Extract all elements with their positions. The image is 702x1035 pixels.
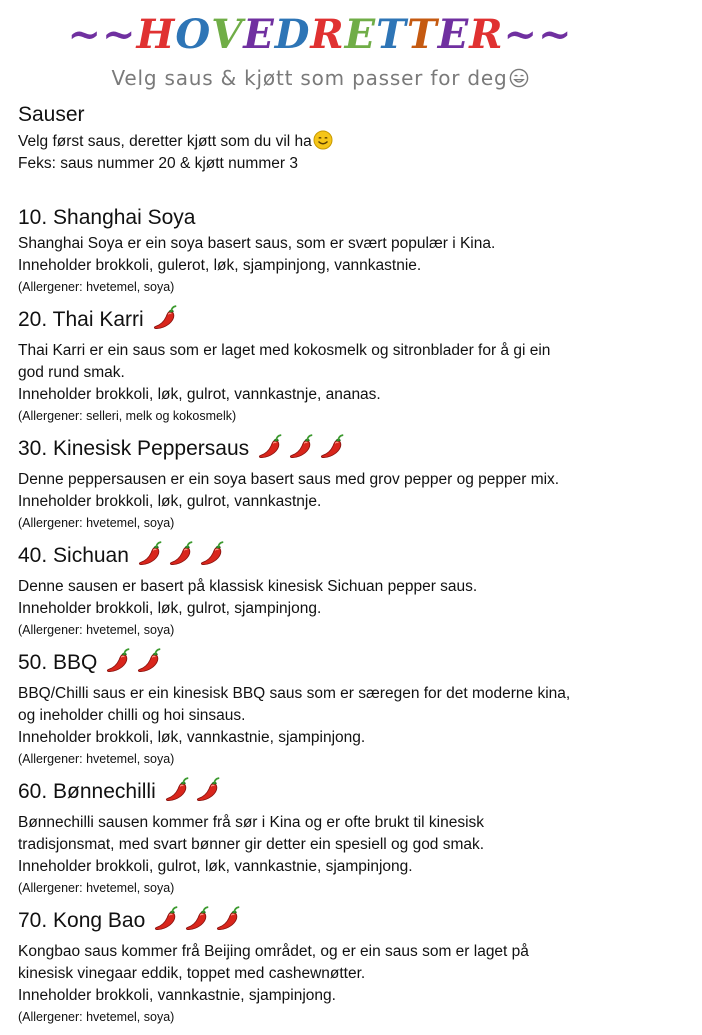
chili-pepper-icon — [199, 541, 226, 567]
sauce-item — [18, 541, 688, 640]
sauce-allergens: (Allergener: selleri, melk og kokosmelk) — [18, 409, 237, 423]
sauce-allergens: (Allergener: hvetemel, soya) — [18, 280, 175, 294]
smiley-face-icon — [509, 68, 529, 88]
sauce-item — [18, 434, 688, 533]
chili-pepper-icon — [215, 906, 242, 932]
subtitle-text: Velg saus & kjøtt som passer for deg — [111, 66, 508, 90]
sauce-title-text: 60. Bønnechilli — [18, 780, 156, 803]
spice-level — [152, 305, 183, 340]
title-letter: E — [437, 11, 470, 58]
sauce-title — [18, 541, 688, 576]
sauce-item — [18, 203, 688, 297]
sauce-description-line: kinesisk vinegaar eddik, toppet med cashewnøtter. — [18, 965, 366, 982]
sauce-title-text: 70. Kong Bao — [18, 909, 146, 932]
sauce-description-line: Inneholder brokkoli, vannkastnie, sjampinjong. — [18, 987, 336, 1004]
chili-pepper-icon — [257, 434, 284, 460]
sauce-item — [18, 906, 688, 1027]
sauce-allergens: (Allergener: hvetemel, soya) — [18, 516, 175, 530]
title-letter: H — [136, 11, 176, 58]
sauce-description-line: Inneholder brokkoli, løk, gulrot, vannkastnje. — [18, 493, 322, 510]
sauce-title — [18, 434, 688, 469]
chili-pepper-icon — [195, 777, 222, 803]
sauce-title — [18, 777, 688, 812]
sauce-title — [18, 203, 688, 233]
sauce-description-line: Inneholder brokkoli, løk, gulrot, sjampinjong. — [18, 600, 322, 617]
title-letter: ~ — [67, 11, 103, 58]
title-letter: T — [376, 11, 407, 58]
spice-level — [164, 777, 226, 812]
chili-pepper-icon — [288, 434, 315, 460]
chili-pepper-icon — [168, 541, 195, 567]
sauce-title-text: 50. BBQ — [18, 651, 98, 674]
smiley-face-icon — [313, 130, 333, 150]
chili-pepper-icon — [152, 305, 179, 331]
sauce-title-text: 10. Shanghai Soya — [18, 206, 196, 229]
sauce-title-text: 30. Kinesisk Peppersaus — [18, 437, 250, 460]
intro-example: Feks: saus nummer 20 & kjøtt nummer 3 — [18, 155, 298, 172]
sauce-title — [18, 648, 688, 683]
chili-pepper-icon — [184, 906, 211, 932]
sauce-description-line: og ineholder chilli og hoi sinsaus. — [18, 707, 246, 724]
chili-pepper-icon — [136, 648, 163, 674]
title-letter: D — [274, 11, 311, 58]
sauce-description-line: Kongbao saus kommer frå Beijing området, og er ein saus som er laget på — [18, 943, 529, 960]
sauce-description-line: Inneholder brokkoli, gulerot, løk, sjampinjong, vannkastnie. — [18, 257, 422, 274]
chili-pepper-icon — [153, 906, 180, 932]
sauce-title-text: 40. Sichuan — [18, 544, 129, 567]
chili-pepper-icon — [137, 541, 164, 567]
title-letter: E — [243, 11, 275, 58]
spice-level — [257, 434, 350, 469]
sauce-description-line: Inneholder brokkoli, gulrot, løk, vannkastnie, sjampinjong. — [18, 858, 413, 875]
sauce-description-line: Denne peppersausen er ein soya basert saus med grov pepper og pepper mix. — [18, 471, 560, 488]
intro-line — [18, 130, 688, 153]
sauce-allergens: (Allergener: hvetemel, soya) — [18, 623, 175, 637]
title-letter: V — [211, 11, 244, 58]
sauce-item — [18, 648, 688, 769]
sauce-title — [18, 906, 688, 941]
chili-pepper-icon — [164, 777, 191, 803]
title-letter: ~ — [537, 11, 573, 58]
title-letter: O — [175, 11, 212, 58]
sauce-description-line: Inneholder brokkoli, løk, vannkastnie, sjampinjong. — [18, 729, 366, 746]
spice-level — [153, 906, 246, 941]
sauce-list — [18, 203, 688, 1027]
sauce-description-line: Shanghai Soya er ein soya basert saus, som er svært populær i Kina. — [18, 235, 496, 252]
title-letter: T — [406, 11, 438, 58]
sauce-description-line: Thai Karri er ein saus som er laget med kokosmelk og sitronblader for å gi ein — [18, 342, 551, 359]
sauce-allergens: (Allergener: hvetemel, soya) — [18, 752, 175, 766]
sauce-allergens: (Allergener: hvetemel, soya) — [18, 1010, 175, 1024]
sauce-description-line: god rund smak. — [18, 364, 125, 381]
sauce-item — [18, 777, 688, 898]
spice-level — [105, 648, 167, 683]
chili-pepper-icon — [319, 434, 346, 460]
sauce-allergens: (Allergener: hvetemel, soya) — [18, 881, 175, 895]
spice-level — [137, 541, 230, 576]
menu-subtitle — [0, 66, 640, 90]
sauce-description-line: Bønnechilli sausen kommer frå sør i Kina og er ofte brukt til kinesisk — [18, 814, 485, 831]
title-letter: R — [310, 11, 345, 58]
sauce-item — [18, 305, 688, 426]
sauce-description-line: tradisjonsmat, med svart bønner gir detter ein spesiell og god smak. — [18, 836, 485, 853]
sauce-description-line: Inneholder brokkoli, løk, gulrot, vannkastnje, ananas. — [18, 386, 381, 403]
sauces-heading: Sauser — [18, 103, 85, 126]
sauce-title — [18, 305, 688, 340]
title-letter: ~ — [503, 11, 538, 58]
sauce-description-line: Denne sausen er basert på klassisk kinesisk Sichuan pepper saus. — [18, 578, 478, 595]
menu-content — [18, 100, 688, 1035]
title-letter: E — [344, 11, 377, 58]
chili-pepper-icon — [105, 648, 132, 674]
title-letter: ~ — [102, 11, 137, 58]
sauce-description-line: BBQ/Chilli saus er ein kinesisk BBQ saus som er særegen for det moderne kina, — [18, 685, 571, 702]
title-letter: R — [469, 11, 504, 58]
intro-section — [18, 100, 688, 175]
intro-line-text: Velg først saus, deretter kjøtt som du vil ha — [18, 133, 312, 150]
menu-title — [0, 8, 640, 62]
sauce-title-text: 20. Thai Karri — [18, 308, 144, 331]
